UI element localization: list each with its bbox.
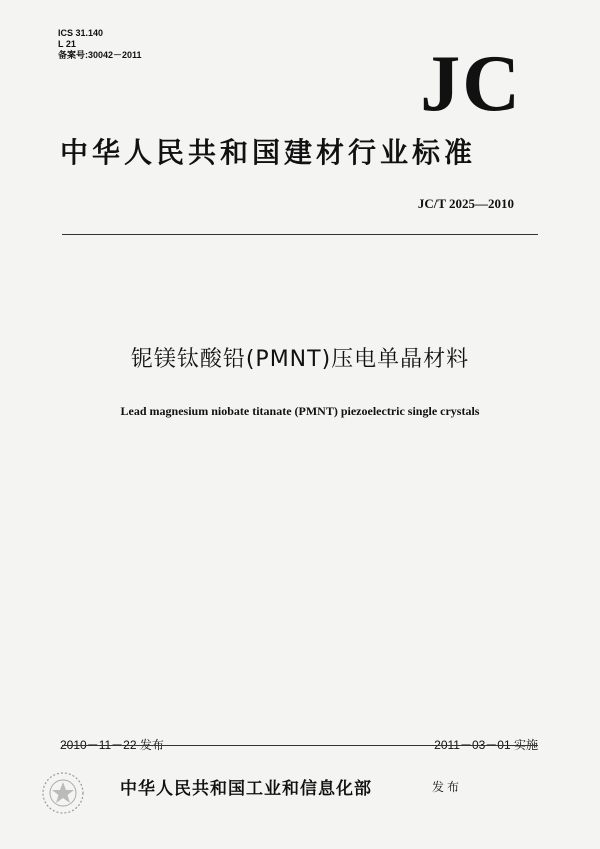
publish-date: 2010－11－22 发布 bbox=[60, 738, 164, 752]
jc-logo: JC bbox=[420, 40, 522, 128]
record-number: 备案号:30042－2011 bbox=[58, 50, 142, 60]
industry-standard-title: 中华人民共和国建材行业标准 bbox=[60, 136, 477, 169]
standard-number: JC/T 2025—2010 bbox=[417, 196, 514, 211]
category-code: L 21 bbox=[58, 39, 76, 49]
bottom-divider bbox=[62, 745, 538, 746]
implementation-date: 2011－03－01 实施 bbox=[434, 738, 538, 752]
top-divider bbox=[62, 234, 538, 235]
classification-block bbox=[58, 28, 142, 61]
ministry-emblem-icon bbox=[40, 770, 86, 816]
issue-label: 发布 bbox=[432, 780, 463, 794]
issuing-authority: 中华人民共和国工业和信息化部 bbox=[120, 779, 372, 799]
ics-code: ICS 31.140 bbox=[58, 28, 104, 38]
document-title-chinese: 铌镁钛酸铅(PMNT)压电单晶材料 bbox=[130, 347, 470, 372]
document-title-english: Lead magnesium niobate titanate (PMNT) piezoelectric single crystals bbox=[120, 404, 480, 418]
